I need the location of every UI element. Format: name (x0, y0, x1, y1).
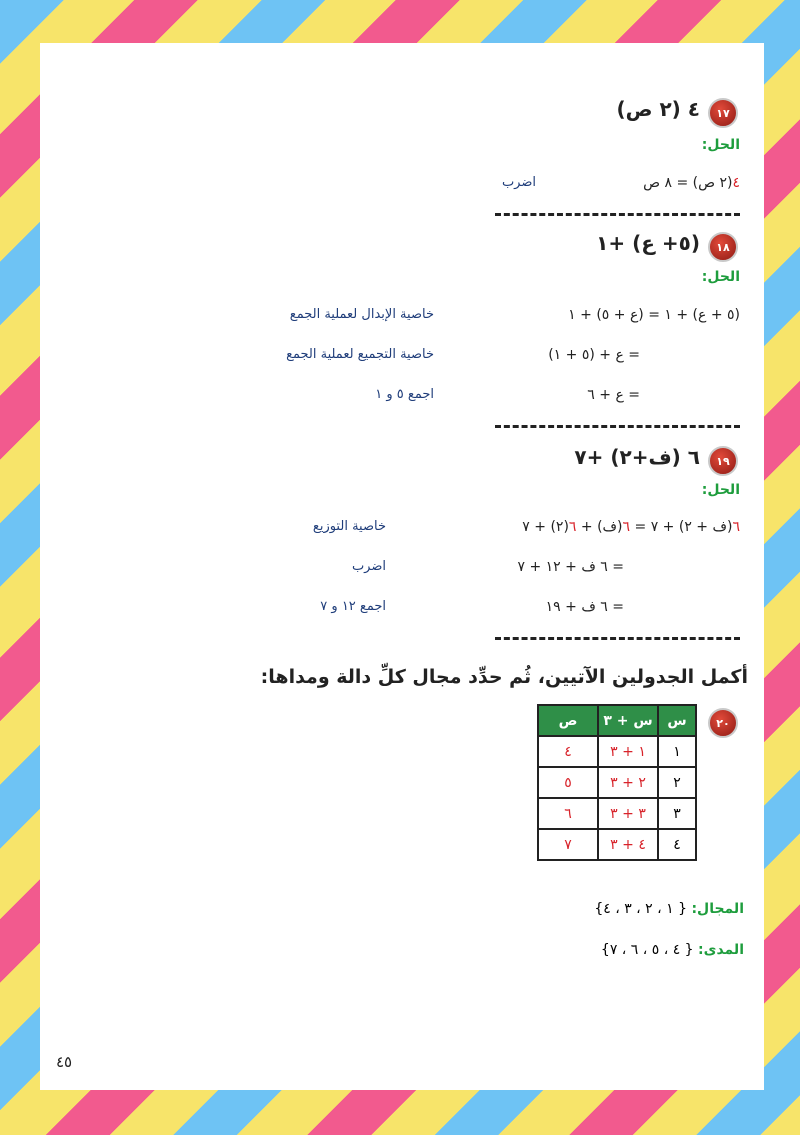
problem-18-solution-label: الحل: (701, 269, 740, 285)
range-line: المدى: { ٤ ، ٥ ، ٦ ، ٧} (600, 942, 744, 958)
cell-x: ٣ (658, 798, 696, 829)
problem-19-step2: = ٦ ف + ١٢ + ٧ (517, 559, 624, 575)
cell-rule: ٢ + ٣ (598, 767, 658, 798)
problem-17-solution-label: الحل: (701, 137, 740, 153)
header-y: ص (538, 705, 598, 736)
cell-y: ٥ (538, 767, 598, 798)
problem-18-step1-note: خاصية الإبدال لعملية الجمع (289, 307, 434, 322)
cell-x: ٢ (658, 767, 696, 798)
cell-rule: ١ + ٣ (598, 736, 658, 767)
problem-19-step2-note: اضرب (351, 559, 386, 574)
cell-y: ٤ (538, 736, 598, 767)
cell-rule: ٣ + ٣ (598, 798, 658, 829)
page (40, 43, 764, 1090)
cell-rule: ٤ + ٣ (598, 829, 658, 860)
header-rule: س + ٣ (598, 705, 658, 736)
problem-18-expression: (٥+ ع) +١ (596, 231, 700, 255)
problem-17-step1: ٤(٢ ص) = ٨ ص (643, 175, 740, 191)
problem-19-step1: ٦(ف + ٢) + ٧ = ٦(ف) + ٦(٢) + ٧ (522, 519, 740, 535)
problem-19-step3: = ٦ ف + ١٩ (545, 599, 624, 615)
divider-3 (495, 637, 740, 640)
problem-17-expression: ٤ (٢ ص) (616, 97, 700, 121)
cell-x: ٤ (658, 829, 696, 860)
cell-x: ١ (658, 736, 696, 767)
header-x: س (658, 705, 696, 736)
table-header-row (538, 705, 696, 736)
problem-18-step2: = ع + (٥ + ١) (548, 347, 640, 363)
problem-19-step3-note: اجمع ١٢ و ٧ (320, 599, 386, 614)
domain-line: المجال: { ١ ، ٢ ، ٣ ، ٤} (594, 901, 744, 917)
problem-17-badge: ١٧ (708, 98, 738, 128)
page-number: ٤٥ (56, 1053, 73, 1071)
function-table (537, 704, 697, 861)
table-row (538, 736, 696, 767)
table-row (538, 767, 696, 798)
problem-18-step3-note: اجمع ٥ و ١ (375, 387, 434, 402)
problem-18-step1: (٥ + ع) + ١ = (ع + ٥) + ١ (568, 307, 740, 323)
problem-18-step3: = ع + ٦ (587, 387, 640, 403)
divider-2 (495, 425, 740, 428)
problem-19-expression: ٦ (ف+٢) +٧ (574, 445, 700, 469)
cell-y: ٧ (538, 829, 598, 860)
problem-19-solution-label: الحل: (701, 482, 740, 498)
table-row (538, 798, 696, 829)
cell-y: ٦ (538, 798, 598, 829)
table-instruction: أكمل الجدولين الآتيين، ثُم حدِّد مجال كلِّ دالة ومداها: (260, 666, 748, 688)
table-row (538, 829, 696, 860)
problem-18-badge: ١٨ (708, 232, 738, 262)
problem-19-badge: ١٩ (708, 446, 738, 476)
problem-17-step1-note: اضرب (501, 175, 536, 190)
problem-18-step2-note: خاصية التجميع لعملية الجمع (286, 347, 434, 362)
divider-1 (495, 213, 740, 216)
problem-19-step1-note: خاصية التوزيع (312, 519, 386, 534)
problem-20-badge: ٢٠ (708, 708, 738, 738)
